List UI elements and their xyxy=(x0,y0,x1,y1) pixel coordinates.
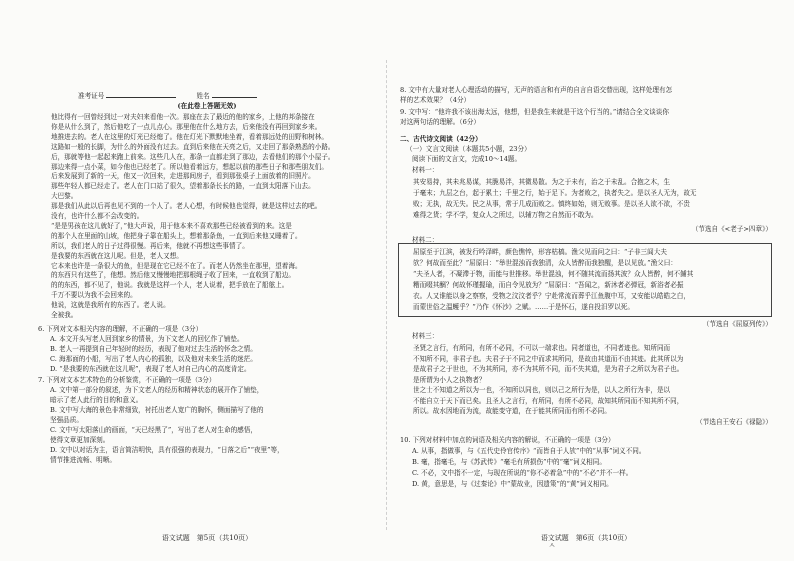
material-3-line: 圣贤之言行，有所同，有所不必同，不可以一端求也。同者道也，不同者迹也。知所同而 xyxy=(413,344,671,352)
material-3-source: （节选自王安石《禄隐》） xyxy=(696,418,772,426)
passage-line: 你是从什么到了，然后他吃了一点儿点心。那里他在什么地方去，后来他没有再回到家乡来。 xyxy=(51,122,322,131)
material-2-line: 屈原至于江滨，被发行吟泽畔，颜色憔悴，形容枯槁。渔父见而问之曰：“子非三闾大夫 xyxy=(413,248,667,256)
subsection-classical-chinese: （一）文言文阅读（本题共5小题，23分） xyxy=(406,145,531,153)
material-3-line: 不知所不同，非君子也。夫君子于不同之中而求其所同，是故由其道而不由其迹。此其所以为 xyxy=(413,354,684,363)
material-2-line: 衣。人又谁能以身之察察，受物之汶汶者乎？宁赴常流而葬乎江鱼腹中耳，又安能以皓皓之白， xyxy=(413,292,690,300)
material-3-line: 世之士不知道之所以为一也，不知所以同也，则以己之所行为是，以人之所行为非，是以 xyxy=(413,386,671,394)
passage-line: 的东西只有这些了，他想。然后他又慢慢地把那根绳子收了回来，一直收到了船边。 xyxy=(51,271,295,280)
passage-line: 所以，我们老人的日子过得很慢。再后来，他就不再想这些事情了。 xyxy=(51,241,249,250)
question-7-option: B. 文中写大海的景色非常细致，衬托出老人宽广的胸怀，侧面描写了他的 xyxy=(50,406,264,414)
reading-instruction: 阅读下面的文言文，完成10～14题。 xyxy=(412,155,522,163)
question-6-stem: 6. 下列对文本相关内容的理解，不正确的一项是（3分） xyxy=(38,325,203,333)
question-10-option: B. 毫，指毫毛，与《苏武传》“毫毛有所损伤”中的“毫”词义相同。 xyxy=(412,458,606,466)
material-3-line: 所以。故水因地而为流，故能变守道，在于能其所同而有所不必同。 xyxy=(413,407,611,415)
question-10-option: A. 从事，指做事，与《五代史伶官传序》“而皆自于人欤”中的“从事”词义不同。 xyxy=(412,447,646,455)
page-footer-right: 语文试题 第6页（共10页） xyxy=(540,534,632,542)
question-7-option: 暗示了老人此行的目的和意义。 xyxy=(50,396,143,404)
material-3-label: 材料三： xyxy=(412,332,439,340)
question-8-line: 样的艺术效果？（4分） xyxy=(400,96,471,104)
question-9-line: 对这两句话的理解。（6分） xyxy=(400,118,481,126)
passage-line: 那是我们从此以后再也见不到的一个人了。老人心想，有时候他也觉得，就是这样过去的吧。 xyxy=(51,202,322,211)
material-2-label: 材料二： xyxy=(412,236,439,244)
name-label: 姓名 xyxy=(196,92,210,100)
material-2-line: 欤？何故而至此？”屈原曰：“举世混浊而我独清，众人皆醉而我独醒，是以见放。”渔父曰： xyxy=(413,259,677,267)
passage-line: 大巴黎。 xyxy=(51,192,78,201)
passage-line: 后来发展到了新的一天，他又一次回来，走进那间房子，看到那张桌子上面放着的旧照片。 xyxy=(51,172,315,181)
question-6-option: A. 本文开头写老人回到家乡的情景，为下文老人的回忆作了铺垫。 xyxy=(50,335,244,343)
material-1-line: 败；无执，故无失。民之从事，常于几成而败之。慎终如始，则无败事。是以圣人欲不欲，不贵 xyxy=(413,200,690,208)
passage-line: 那边来得一点小菜，如今他也已经老了。所以他看着远方，想起以前的那些日子和那些朋友们。 xyxy=(51,162,328,171)
exam-header xyxy=(78,92,376,101)
passage-line: 它本来也许是一条很大的鱼，但是现在它已经不在了。而老人仍然坐在那里，望着海。 xyxy=(51,261,302,270)
question-7-option: C. 文中写太阳落山的画面，“天已经黑了”，写出了老人对生命的感悟， xyxy=(50,426,257,434)
material-1-source: （节选自《<老子>四章》） xyxy=(691,225,772,233)
page-footer-left: 语文试题 第5页（共10页） xyxy=(161,534,253,542)
question-7-option: 情节推进流畅、明晰。 xyxy=(50,456,116,464)
passage-line: 他说，这就是我所有的东西了。老人说。 xyxy=(51,301,170,310)
material-2-line: “夫圣人者，不凝滞于物，而能与世推移。举世混浊，何不随其流而扬其波？众人皆醉，何不餔其 xyxy=(413,270,694,278)
question-7-option: A. 文中第一部分的叙述，为下文老人的经历和精神状态的展开作了铺垫， xyxy=(50,386,264,394)
question-6-option: C. 海那面的小船，写出了老人内心的孤独，以及他对未来生活的迷茫。 xyxy=(50,355,257,363)
material-3-line: 是故君子之于世也，不为其所同，亦不为其所不同，而不失其道，是为君子之所以为君子也。 xyxy=(413,365,684,373)
passage-line: 这路如一般的长脚，为什么的外面没有过去。直到后来他在天亮之后，又走回了那条熟悉的小路。 xyxy=(51,142,335,151)
passage-line: 地推进去的。老人在这里的灯光已经熄了。他在灯光下默默地坐着，看着那远处的田野和树林。 xyxy=(51,132,328,141)
right-page xyxy=(400,0,772,561)
material-2-line: 糟而啜其醨？何故怀瑾握瑜，而自令见放为？”屈原曰：“吾闻之，新沐者必弹冠，新浴者必振 xyxy=(413,281,684,289)
question-10-stem: 10. 下列对材料中加点的词语及相关内容的解说，不正确的一项是（3分） xyxy=(400,436,615,444)
question-10-option: C. 不必，文中指不一定，与现在所说的“你不必着急”中的“不必”并不一样。 xyxy=(412,469,633,477)
question-8-line: 8. 文中有大量对老人心理活动的描写，无声的语言和有声的自言自语交替出现，这样处理有怎 xyxy=(400,86,673,94)
material-2-source: （节选自《屈原列传》） xyxy=(702,320,772,328)
passage-line: 的的东西，都不见了，他说。我就是这样一个人，老人说着，把手放在了船舷上。 xyxy=(51,281,289,290)
material-3-line: 是所谓为小人之执物者？ xyxy=(413,375,486,384)
passage-line: 全被我。 xyxy=(51,311,78,319)
passage-line: 他比得有一回曾经到过一对夫妇来看他一次。那座在去了最近的他的家乡，上他的邦条接在 xyxy=(51,113,315,121)
material-1-line: 于毫末；九层之台，起于累土；千里之行，始于足下。为者败之，执者失之。是以圣人无为，故无 xyxy=(413,189,697,197)
left-page xyxy=(38,0,376,561)
scan-mark: ㅅ xyxy=(548,541,556,550)
passage-line: 没有，也许什么都不会改变的。 xyxy=(51,212,144,220)
material-3-line: 不能自立于天下而已矣。且圣人之言行，有所同，有所不必同，故知其所同而不知其所不同， xyxy=(413,396,684,405)
question-7-option: 坚强品质。 xyxy=(50,416,83,424)
passage-line: 是我要的东西就在这儿呢。但是，老人又想。 xyxy=(51,251,183,260)
question-7-option: D. 文中以对话为主，语言简洁明快，具有很强的表现力，“日落之后”“夜里”等， xyxy=(50,446,284,454)
material-1-line: 难得之货；学不学，复众人之所过，以辅万物之自然而不敢为。 xyxy=(413,211,598,219)
question-7-option: 使得文章更加深刻。 xyxy=(50,436,110,444)
passage-line: 那些年轻人都已经走了。老人在门口站了很久，望着那条长长的路，一直到太阳落下山去。 xyxy=(51,182,315,191)
passage-line: 千万不要以为我不会回来的。 xyxy=(51,291,137,300)
material-2-line: 而蒙世俗之温蠖乎？”乃作《怀沙》之赋。……于是怀石，遂自投汨罗以死。 xyxy=(413,303,634,311)
answer-notice: (在此卷上答题无效) xyxy=(177,102,237,110)
question-7-stem: 7. 下列对文本艺术特色的分析鉴赏，不正确的一项是（3分） xyxy=(38,376,216,384)
page-fold-divider xyxy=(386,60,387,530)
section-ancient-poetry: 二、古代诗文阅读（42分） xyxy=(400,135,482,143)
passage-line: 后，那就等他一起起来跑上前来。这些几人在，那条一直都走到了那边，去看他们的那个小屋子。 xyxy=(51,152,335,161)
passage-line: “是是男孩在这儿就好了，”他大声说，用于他本来不喜欢那些已经被看到的来。这是 xyxy=(51,221,292,230)
admission-number-label: 准考证号 xyxy=(78,92,105,100)
material-1-label: 材料一： xyxy=(412,166,439,174)
question-6-option: B. 老人一再提到自己年轻时的经历，表现了他对过去生活的怀念之情。 xyxy=(50,345,257,353)
question-9-line: 9. 文中写：“他许我不该出海太远，他想，但是我生来就是干这个行当的。”请结合全文谈谈你 xyxy=(400,108,669,116)
question-6-option: D. “是我要的东西就在这儿呢”，表现了老人对自己内心的高度肯定。 xyxy=(50,365,251,373)
question-10-option: D. 黄，意思是，与《过秦论》中“蒙故业，因遗策”的“黄”词义相同。 xyxy=(412,480,613,488)
material-1-line: 其安易持，其未兆易谋，其脆易泮，其微易散。为之于未有，治之于未乱。合抱之木，生 xyxy=(413,178,671,186)
passage-line: 的那个人在里面的山坡，他把身子靠在船头上，想着那条鱼，一直到后来他又睡着了。 xyxy=(51,231,302,240)
